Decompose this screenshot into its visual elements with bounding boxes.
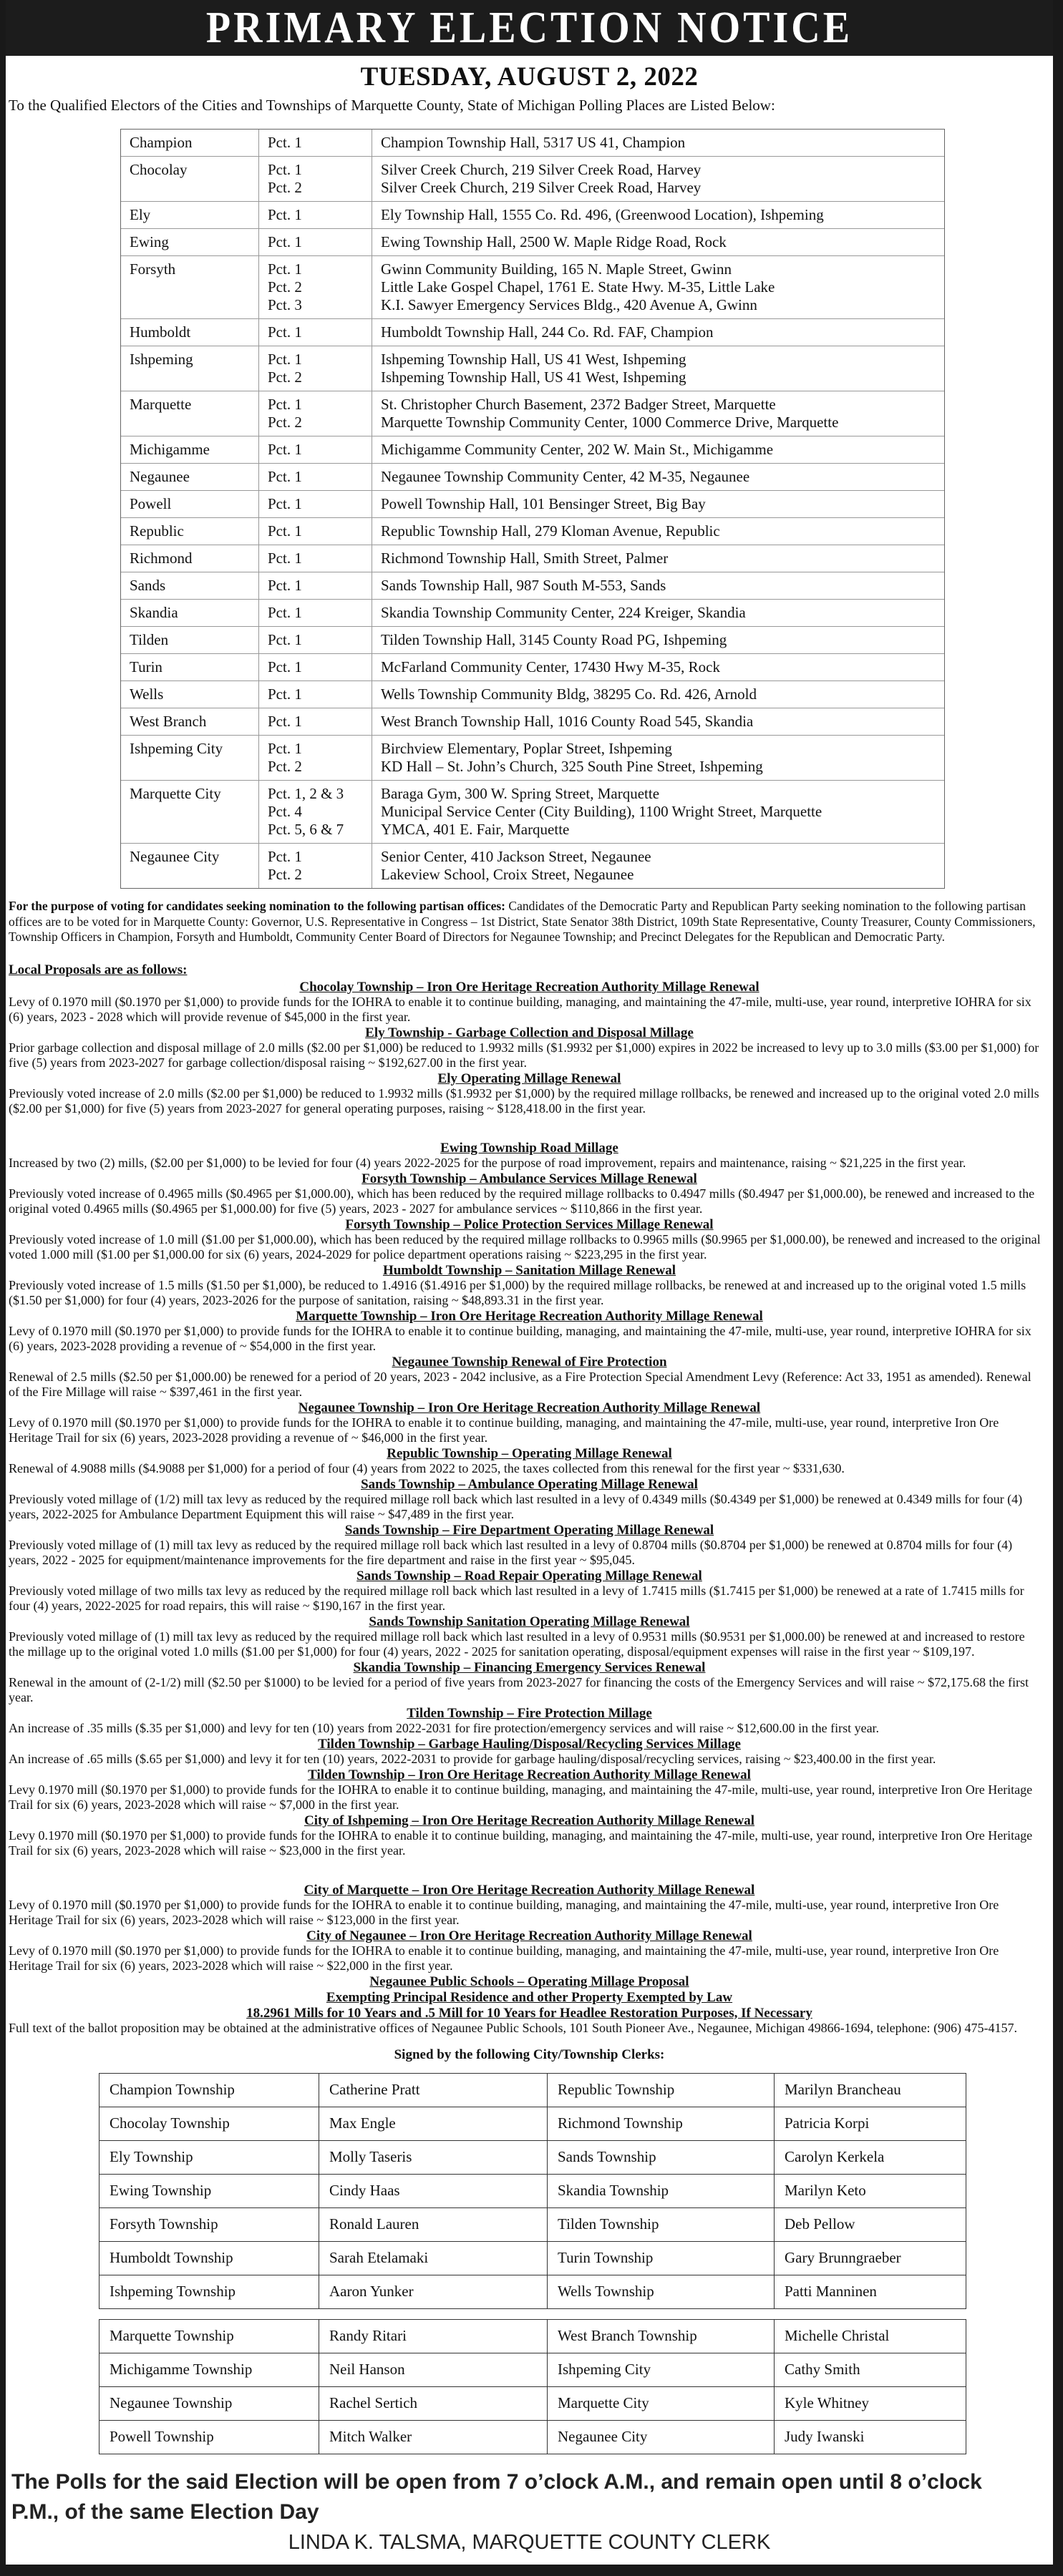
proposal-title: Marquette Township – Iron Ore Heritage Recreation Authority Millage Renewal [296,1308,763,1324]
clerk-cell-township: Marquette Township [110,2327,234,2344]
clerk-cell-name: Mitch Walker [319,2421,547,2454]
precinct-cell [258,157,372,201]
proposal-title: Negaunee Public Schools – Operating Millage Proposal [369,1974,689,1989]
proposal-section [6,1400,1053,1445]
precinct-line: Pct. 1 [268,577,302,594]
location-cell [372,736,944,780]
location-cell [372,600,944,626]
precinct-line: Pct. 1 [268,161,302,178]
location-line: Tilden Township Hall, 3145 County Road PG, Ishpeming [381,631,727,648]
precinct-line: Pct. 1 [268,848,302,865]
clerk-cell-name: Cindy Haas [319,2175,547,2207]
township-cell: Sands [130,577,166,594]
clerk-cell-township: Richmond Township [547,2107,774,2140]
precinct-line: Pct. 1 [268,233,302,250]
proposal-title: Tilden Township – Fire Protection Millage [407,1705,652,1721]
table-row [121,843,944,888]
location-line: McFarland Community Center, 17430 Hwy M-35, Rock [381,658,720,675]
table-row [121,463,944,490]
page-title: PRIMARY ELECTION NOTICE [205,3,853,53]
clerk-row [99,2174,966,2207]
location-line: Baraga Gym, 300 W. Spring Street, Marquette [381,785,660,802]
clerk-cell-township: Powell Township [110,2428,214,2445]
proposal-section [6,1813,1053,1858]
clerk-table-1 [99,2073,966,2309]
clerk-cell-name: Michelle Christal [774,2320,966,2353]
precinct-line: Pct. 1 [268,550,302,567]
precinct-line: Pct. 4 [268,803,302,820]
proposal-section [6,980,1053,1025]
table-row [121,130,944,156]
clerk-cell-name: Marilyn Brancheau [774,2074,966,2107]
precinct-line: Pct. 1 [268,260,302,278]
location-cell [372,202,944,228]
table-row [121,626,944,653]
table-row [121,517,944,545]
proposal-section [6,1928,1053,1974]
township-cell: Champion [130,134,193,151]
proposal-title: Exempting Principal Residence and other Property Exempted by Law [326,1989,733,2005]
clerk-cell-name: Aaron Yunker [319,2275,547,2308]
table-row [121,318,944,346]
proposal-title: City of Negaunee – Iron Ore Heritage Recreation Authority Millage Renewal [306,1928,752,1943]
location-cell [372,157,944,201]
local-proposals-label: Local Proposals are as follows: [9,962,188,977]
location-line: Ewing Township Hall, 2500 W. Maple Ridge Road, Rock [381,233,727,250]
clerk-cell-township: Forsyth Township [110,2215,218,2233]
clerk-cell-township: Negaunee City [547,2421,774,2454]
proposal-title: Ely Operating Millage Renewal [437,1070,621,1086]
precinct-cell [258,346,372,391]
intro-line: To the Qualified Electors of the Cities and Townships of Marquette County, State of Michigan Polling Places are Listed Below: [9,97,775,114]
clerk-cell-name: Gary Brunngraeber [774,2242,966,2275]
table-row [121,436,944,463]
precinct-line: Pct. 1 [268,441,302,458]
proposal-section [6,1141,1053,1171]
location-line: Michigamme Community Center, 202 W. Main St., Michigamme [381,441,774,458]
township-cell: Tilden [130,631,169,648]
precinct-cell [258,202,372,228]
proposal-section [6,1355,1053,1400]
clerk-cell-township: Champion Township [110,2081,235,2098]
table-row [121,572,944,599]
proposal-body: Increased by two (2) mills, ($2.00 per $1,000) to be levied for four (4) years 2022-2025 for the purpose of road improvement, repairs and maintenance, raising ~ $21,225 in the first year. [9,1155,966,1170]
polls-hours-statement: The Polls for the said Election will be open from 7 o’clock A.M., and remain open until 8 o’clock P.M., of the same Election Day [11,2469,982,2524]
precinct-line: Pct. 3 [268,296,302,313]
precinct-line: Pct. 1 [268,658,302,675]
proposal-section [6,1071,1053,1116]
proposal-title: Skandia Township – Financing Emergency Services Renewal [353,1659,706,1675]
table-row [121,680,944,708]
proposal-body: Previously voted millage of (1/2) mill tax levy as reduced by the required millage roll back which last resulted in a levy of 0.4349 mills ($0.4349 per $1,000) be renewed at 0.4349 mills for four (4) years, 2022-2025 for Ambulance Department Equipment this will raise ~ $47,489 in the first year. [9,1491,1023,1521]
proposal-body: Levy of 0.1970 mill ($0.1970 per $1,000) to provide funds for the IOHRA to enable it to continue building, managing, and maintaining the 47-mile, multi-use, year round, interpretive Iron Ore Heritage Trail for six (6) years, 2023-2028 providing a revenue of ~ $46,000 in the first year. [9,1415,999,1445]
location-line: Ishpeming Township Hall, US 41 West, Ishpeming [381,351,686,368]
table-row [121,201,944,228]
location-cell [372,256,944,318]
header-band [6,0,1053,56]
proposal-section [6,1614,1053,1659]
table-row [121,490,944,517]
township-cell: Humboldt [130,323,191,341]
precinct-line: Pct. 1 [268,206,302,223]
proposal-title: Ewing Township Road Millage [440,1140,618,1156]
proposal-title: 18.2961 Mills for 10 Years and .5 Mill for 10 Years for Headlee Restoration Purposes, If Necessary [246,2005,812,2021]
proposal-body: Levy of 0.1970 mill ($0.1970 per $1,000) to provide funds for the IOHRA to enable it to continue building, managing, and maintaining the 47-mile, multi-use, year round, interpretive IOHRA for six (6) years, 2023 - 2028 which will provide revenue of $45,000 in the first year. [9,994,1032,1024]
location-line: KD Hall – St. John’s Church, 325 South Pine Street, Ishpeming [381,758,763,775]
precinct-cell [258,844,372,888]
precinct-line: Pct. 1 [268,522,302,540]
proposal-section [6,1523,1053,1568]
clerk-cell-township: Sands Township [547,2141,774,2174]
clerk-cell-township: Humboldt Township [110,2249,233,2266]
location-cell [372,545,944,572]
location-line: Humboldt Township Hall, 244 Co. Rd. FAF, Champion [381,323,714,341]
proposal-title: Sands Township – Fire Department Operating Millage Renewal [344,1522,714,1538]
clerk-cell-township: Turin Township [547,2242,774,2275]
clerk-cell-name: Sarah Etelamaki [319,2242,547,2275]
location-cell [372,572,944,599]
proposal-section-schools [6,1974,1053,2036]
proposal-section [6,1477,1053,1522]
clerk-cell-township: Wells Township [547,2275,774,2308]
precinct-line: Pct. 1 [268,631,302,648]
proposal-section [6,1883,1053,1928]
clerk-cell-name: Patricia Korpi [774,2107,966,2140]
location-line: Gwinn Community Building, 165 N. Maple Street, Gwinn [381,260,732,278]
location-cell [372,346,944,391]
clerk-row [99,2241,966,2275]
township-cell: Republic [130,522,184,540]
precinct-line: Pct. 1 [268,495,302,512]
township-cell: Forsyth [130,260,176,278]
proposal-body: Levy 0.1970 mill ($0.1970 per $1,000) to provide funds for the IOHRA to enable it to continue building, managing, and maintaining the 47-mile, multi-use, year round, interpretive Iron Ore Heritage Trail for six (6) years, 2023-2028 which will raise ~ $23,000 in the first year. [9,1828,1033,1858]
proposal-body: Previously voted increase of 0.4965 mills ($0.4965 per $1,000.00), which has been reduced by the required millage rollbacks to 0.4947 mills ($0.4947 per $1,000.00), be renewed and increased to the original voted 0.4965 mills ($0.4965 per $1,000.00) for five (5) years, 2023 - 2027 for ambulance services ~ $110,866 in the first year. [9,1186,1035,1216]
clerk-row [99,2107,966,2140]
township-cell: Ishpeming [130,351,193,368]
township-cell: Skandia [130,604,178,621]
proposal-body: Previously voted millage of two mills tax levy as reduced by the required millage roll back which last resulted in a levy of 1.7415 mills ($1.7415 per $1,000) be renewed at a rate of 1.7415 mills for four (4) years, 2022-2025 for road repairs, this will raise ~ $190,167 in the first year. [9,1583,1024,1613]
clerk-row [99,2420,966,2454]
proposal-section [6,1568,1053,1614]
proposal-body: Previously voted increase of 1.5 mills ($1.50 per $1,000), be reduced to 1.4916 ($1.4916 per $1,000) by the required millage rollbacks, be renewed at and increased up to the original voted 1.5 mills ($1.50 per $1,000) for four (4) years, 2023-2026 for the purpose of sanitation, raising ~ $48,893.31 in the first year. [9,1277,1026,1307]
township-cell: Wells [130,686,164,703]
precinct-cell [258,600,372,626]
precinct-line: Pct. 1 [268,323,302,341]
location-cell [372,844,944,888]
clerk-cell-name: Deb Pellow [774,2208,966,2241]
proposal-title: Tilden Township – Iron Ore Heritage Recreation Authority Millage Renewal [308,1767,751,1782]
location-cell [372,681,944,708]
township-cell: Chocolay [130,161,188,178]
proposal-body: Previously voted increase of 1.0 mill ($1.00 per $1,000.00), which has been reduced by the required millage rollbacks to 0.9965 mills ($0.9965 per $1,000.00), be renewed and increased to the original voted 1.000 mill ($1.00 per $1,000.00 for six (6) years, 2024-2029 for police department operations raising ~ $223,295 in the first year. [9,1231,1041,1262]
proposal-title: Sands Township Sanitation Operating Millage Renewal [369,1614,690,1629]
clerk-cell-township: Ewing Township [110,2182,212,2199]
proposal-title: City of Marquette – Iron Ore Heritage Recreation Authority Millage Renewal [304,1882,755,1898]
precinct-cell [258,627,372,653]
precinct-cell [258,781,372,843]
location-cell [372,491,944,517]
clerk-cell-name: Ronald Lauren [319,2208,547,2241]
table-row [121,228,944,255]
location-line: Silver Creek Church, 219 Silver Creek Road, Harvey [381,179,702,196]
table-row [121,780,944,843]
township-cell: Marquette [130,396,192,413]
proposal-body: Full text of the ballot proposition may be obtained at the administrative offices of Negaunee Public Schools, 101 South Pioneer Ave., Negaunee, Michigan 49866-1694, telephone: (906) 475-4157. [9,2020,1018,2035]
location-line: Sands Township Hall, 987 South M-553, Sands [381,577,666,594]
proposal-body: Levy of 0.1970 mill ($0.1970 per $1,000) to provide funds for the IOHRA to enable it to continue building, managing, and maintaining the 47-mile, multi-use, year round, interpretive Iron Ore Heritage Trail for six (6) years, 2023-2028 which will raise ~ $22,000 in the first year. [9,1943,999,1973]
proposal-section [6,1263,1053,1308]
table-row [121,599,944,626]
proposal-body: Previously voted increase of 2.0 mills ($2.00 per $1,000) be reduced to 1.9932 mills ($1.9932 per $1,000) by the required millage rollbacks, be renewed and increased up to the original voted 2.0 mills ($2.00 per $1,000) for five (5) years from 2023-2027 for general operating purposes, raising ~ $128,418.00 in the first year. [9,1085,1039,1116]
precinct-line: Pct. 1 [268,604,302,621]
proposal-body: Renewal of 4.9088 mills ($4.9088 per $1,000) for a period of four (4) years from 2022 to 2025, the taxes collected from this renewal for the first year ~ $331,630. [9,1460,845,1475]
location-line: Ely Township Hall, 1555 Co. Rd. 496, (Greenwood Location), Ishpeming [381,206,824,223]
clerk-cell-township: West Branch Township [547,2320,774,2353]
clerk-cell-name: Neil Hanson [319,2353,547,2386]
clerk-cell-name: Patti Manninen [774,2275,966,2308]
proposal-section [6,1737,1053,1767]
proposal-section [6,1446,1053,1476]
clerk-cell-township: Negaunee Township [110,2394,233,2411]
proposal-body: Levy of 0.1970 mill ($0.1970 per $1,000) to provide funds for the IOHRA to enable it to continue building, managing, and maintaining the 47-mile, multi-use, year round, interpretive IOHRA for six (6) years, 2023-2028 providing a revenue of ~ $54,000 in the first year. [9,1323,1032,1353]
proposal-title: Sands Township – Road Repair Operating Millage Renewal [356,1568,702,1584]
proposal-title: Sands Township – Ambulance Operating Millage Renewal [361,1476,698,1492]
proposal-body: Renewal in the amount of (2-1/2) mill ($2.50 per $1000) to be levied for a period of five years from 2023-2027 for financing the costs of the Emergency Services and will raise ~ $72,175.68 the first year. [9,1674,1029,1704]
precinct-cell [258,545,372,572]
proposal-section [6,1706,1053,1736]
proposal-body: Prior garbage collection and disposal millage of 2.0 mills ($2.00 per $1,000) be reduced to 1.9932 mills ($1.9932 per $1,000) expires in 2022 be increased to levy up to 3.0 mills ($3.00 per $1,000) for five (5) years from 2023-2027 for garbage collection/disposal raising ~ $192,627.00 in the first year. [9,1040,1039,1070]
precinct-line: Pct. 1 [268,713,302,730]
signed-by-label: Signed by the following City/Township Clerks: [394,2046,665,2062]
precinct-cell [258,391,372,436]
location-line: Negaunee Township Community Center, 42 M-35, Negaunee [381,468,750,485]
clerk-cell-name: Catherine Pratt [319,2074,547,2107]
precinct-line: Pct. 2 [268,758,302,775]
precinct-line: Pct. 2 [268,369,302,386]
clerk-row [99,2207,966,2241]
proposal-title: City of Ishpeming – Iron Ore Heritage Recreation Authority Millage Renewal [304,1813,755,1828]
precinct-cell [258,464,372,490]
precinct-cell [258,436,372,463]
precinct-cell [258,491,372,517]
township-cell: West Branch [130,713,207,730]
clerk-cell-name: Cathy Smith [774,2353,966,2386]
precinct-cell [258,736,372,780]
proposal-title: Forsyth Township – Ambulance Services Millage Renewal [361,1171,697,1186]
location-cell [372,436,944,463]
clerk-cell-township: Michigamme Township [110,2361,253,2378]
precinct-line: Pct. 1, 2 & 3 [268,785,344,802]
clerk-row [99,2353,966,2386]
location-cell [372,464,944,490]
table-row [121,156,944,201]
table-row [121,653,944,680]
clerk-cell-name: Molly Taseris [319,2141,547,2174]
proposal-body: Previously voted millage of (1) mill tax levy as reduced by the required millage roll back which last resulted in a levy of 0.9531 mills ($0.9531 per $1,000.00) be renewed at and increased to restore the millage up to the original voted 1.0 mills ($1.00 per $1,000) for four (4) years, 2022 - 2025 for sanitation operating, disposal/equipment expenses will raise in the first year ~ $109,197. [9,1629,1025,1659]
township-cell: Powell [130,495,172,512]
precinct-cell [258,256,372,318]
clerk-table-2 [99,2319,966,2454]
clerk-cell-township: Ely Township [110,2148,193,2165]
proposal-body: Renewal of 2.5 mills ($2.50 per $1,000.00) be renewed for a period of 20 years, 2023 - 2042 inclusive, as a Fire Protection Special Amendment Levy (Reference: Act 33, 1951 as amended). Renewal of the Fire Millage will raise ~ $397,461 in the first year. [9,1369,1032,1399]
location-line: K.I. Sawyer Emergency Services Bldg., 420 Avenue A, Gwinn [381,296,757,313]
clerk-row [99,2074,966,2107]
partisan-lead: For the purpose of voting for candidates seeking nomination to the following partisan offices: [9,899,506,913]
clerk-cell-name: Randy Ritari [319,2320,547,2353]
proposal-title: Republic Township – Operating Millage Renewal [387,1445,672,1461]
location-line: Republic Township Hall, 279 Kloman Avenue, Republic [381,522,720,540]
proposal-section [6,1660,1053,1705]
location-cell [372,518,944,545]
table-row [121,346,944,391]
clerk-row [99,2275,966,2308]
precinct-cell [258,572,372,599]
precinct-cell [258,229,372,255]
location-cell [372,654,944,680]
proposal-title: Negaunee Township – Iron Ore Heritage Recreation Authority Millage Renewal [298,1400,761,1415]
township-cell: Negaunee City [130,848,220,865]
precinct-line: Pct. 1 [268,686,302,703]
county-clerk-signature: LINDA K. TALSMA, MARQUETTE COUNTY CLERK [288,2530,771,2554]
proposal-section [6,1025,1053,1070]
proposal-title: Negaunee Township Renewal of Fire Protection [392,1354,667,1370]
table-row [121,255,944,318]
clerk-cell-township: Tilden Township [547,2208,774,2241]
election-date: TUESDAY, AUGUST 2, 2022 [360,62,699,92]
precinct-line: Pct. 1 [268,396,302,413]
proposal-title: Ely Township - Garbage Collection and Disposal Millage [365,1025,694,1040]
proposal-title: Forsyth Township – Police Protection Services Millage Renewal [345,1216,714,1232]
clerk-cell-name: Carolyn Kerkela [774,2141,966,2174]
location-line: Marquette Township Community Center, 1000 Commerce Drive, Marquette [381,414,839,431]
township-cell: Negaunee [130,468,190,485]
location-cell [372,391,944,436]
table-row [121,735,944,780]
precinct-cell [258,319,372,346]
precinct-line: Pct. 1 [268,468,302,485]
clerk-row [99,2140,966,2174]
precinct-line: Pct. 1 [268,351,302,368]
location-line: St. Christopher Church Basement, 2372 Badger Street, Marquette [381,396,776,413]
township-cell: Richmond [130,550,193,567]
clerk-cell-township: Marquette City [547,2387,774,2420]
proposal-body: An increase of .35 mills ($.35 per $1,000) and levy for ten (10) years from 2022-2031 for fire protection/emergency services and will raise ~ $12,600.00 in the first year. [9,1720,880,1735]
township-cell: Ely [130,206,151,223]
clerk-cell-township: Ishpeming Township [110,2283,236,2300]
township-cell: Ishpeming City [130,740,223,757]
clerk-cell-township: Chocolay Township [110,2114,230,2132]
proposal-section [6,1217,1053,1262]
clerk-cell-name: Judy Iwanski [774,2421,966,2454]
location-line: Little Lake Gospel Chapel, 1761 E. State Hwy. M-35, Little Lake [381,278,775,296]
polling-places-table [120,129,945,889]
location-line: Ishpeming Township Hall, US 41 West, Ishpeming [381,369,686,386]
proposal-body: Levy of 0.1970 mill ($0.1970 per $1,000) to provide funds for the IOHRA to enable it to continue building, managing, and maintaining the 47-mile, multi-use, year round, interpretive Iron Ore Heritage Trail for six (6) years, 2023-2028 which will raise ~ $123,000 in the first year. [9,1897,999,1927]
clerk-cell-name: Marilyn Keto [774,2175,966,2207]
township-cell: Marquette City [130,785,221,802]
location-line: Skandia Township Community Center, 224 Kreiger, Skandia [381,604,746,621]
proposal-section [6,1767,1053,1813]
location-cell [372,229,944,255]
precinct-line: Pct. 5, 6 & 7 [268,821,344,838]
table-row [121,545,944,572]
location-line: Municipal Service Center (City Building), 1100 Wright Street, Marquette [381,803,822,820]
location-cell [372,781,944,843]
clerk-cell-township: Ishpeming City [547,2353,774,2386]
location-cell [372,708,944,735]
proposal-title: Chocolay Township – Iron Ore Heritage Recreation Authority Millage Renewal [299,979,759,995]
township-cell: Michigamme [130,441,210,458]
proposal-section [6,1309,1053,1354]
precinct-cell [258,654,372,680]
location-line: Richmond Township Hall, Smith Street, Palmer [381,550,669,567]
proposal-body: Previously voted millage of (1) mill tax levy as reduced by the required millage roll back which last resulted in a levy of 0.8704 mills ($0.8704 per $1,000) be renewed at 0.8704 mills for four (4) years, 2022 - 2025 for equipment/maintenance improvements for the fire department and raise in the first year ~ $95,045. [9,1537,1013,1567]
location-line: Birchview Elementary, Poplar Street, Ishpeming [381,740,672,757]
precinct-line: Pct. 1 [268,740,302,757]
clerk-cell-name: Max Engle [319,2107,547,2140]
table-row [121,391,944,436]
proposal-title: Humboldt Township – Sanitation Millage Renewal [382,1262,676,1278]
precinct-line: Pct. 1 [268,134,302,151]
precinct-line: Pct. 2 [268,179,302,196]
location-cell [372,319,944,346]
clerk-row [99,2386,966,2420]
clerk-cell-township: Republic Township [547,2074,774,2107]
table-row [121,708,944,735]
precinct-line: Pct. 2 [268,866,302,883]
location-line: Wells Township Community Bldg, 38295 Co. Rd. 426, Arnold [381,686,757,703]
location-line: West Branch Township Hall, 1016 County Road 545, Skandia [381,713,754,730]
precinct-cell [258,518,372,545]
clerk-cell-name: Kyle Whitney [774,2387,966,2420]
proposal-body: Levy 0.1970 mill ($0.1970 per $1,000) to provide funds for the IOHRA to enable it to continue building, managing, and maintaining the 47-mile, multi-use, year round, interpretive Iron Ore Heritage Trail for six (6) years, 2023-2028 which will raise ~ $7,000 in the first year. [9,1782,1033,1812]
location-line: Powell Township Hall, 101 Bensinger Street, Big Bay [381,495,706,512]
clerk-cell-township: Skandia Township [547,2175,774,2207]
precinct-line: Pct. 2 [268,278,302,296]
precinct-cell [258,708,372,735]
proposal-title: Tilden Township – Garbage Hauling/Disposal/Recycling Services Millage [318,1736,741,1752]
location-line: Champion Township Hall, 5317 US 41, Champion [381,134,686,151]
partisan-offices-paragraph [9,899,1043,945]
partisan-body: Candidates of the Democratic Party and Republican Party seeking nomination to the following partisan offices are to be voted for in Marquette County: Governor, U.S. Representative in Congress – 1st District, State Senator 38th District, 109th State Representative, County Treasurer, County Commissioners, Township Officers in Champion, Forsyth and Humboldt, Community Center Board of Directors for Negaunee Township; and Precinct Delegates for the Republican and Democratic Party. [9,899,1036,944]
clerk-row [99,2320,966,2353]
township-cell: Ewing [130,233,169,250]
location-cell [372,130,944,156]
location-line: Lakeview School, Croix Street, Negaunee [381,866,634,883]
proposal-section [6,1171,1053,1216]
location-cell [372,627,944,653]
precinct-line: Pct. 2 [268,414,302,431]
location-line: Senior Center, 410 Jackson Street, Negaunee [381,848,651,865]
clerk-cell-name: Rachel Sertich [319,2387,547,2420]
location-line: Silver Creek Church, 219 Silver Creek Road, Harvey [381,161,702,178]
proposal-body: An increase of .65 mills ($.65 per $1,000) and levy it for ten (10) years, 2022-2031 to provide for garbage hauling/disposal/recycling services, raising ~ $23,400.00 in the first year. [9,1751,936,1766]
location-line: YMCA, 401 E. Fair, Marquette [381,821,570,838]
precinct-cell [258,681,372,708]
township-cell: Turin [130,658,162,675]
precinct-cell [258,130,372,156]
